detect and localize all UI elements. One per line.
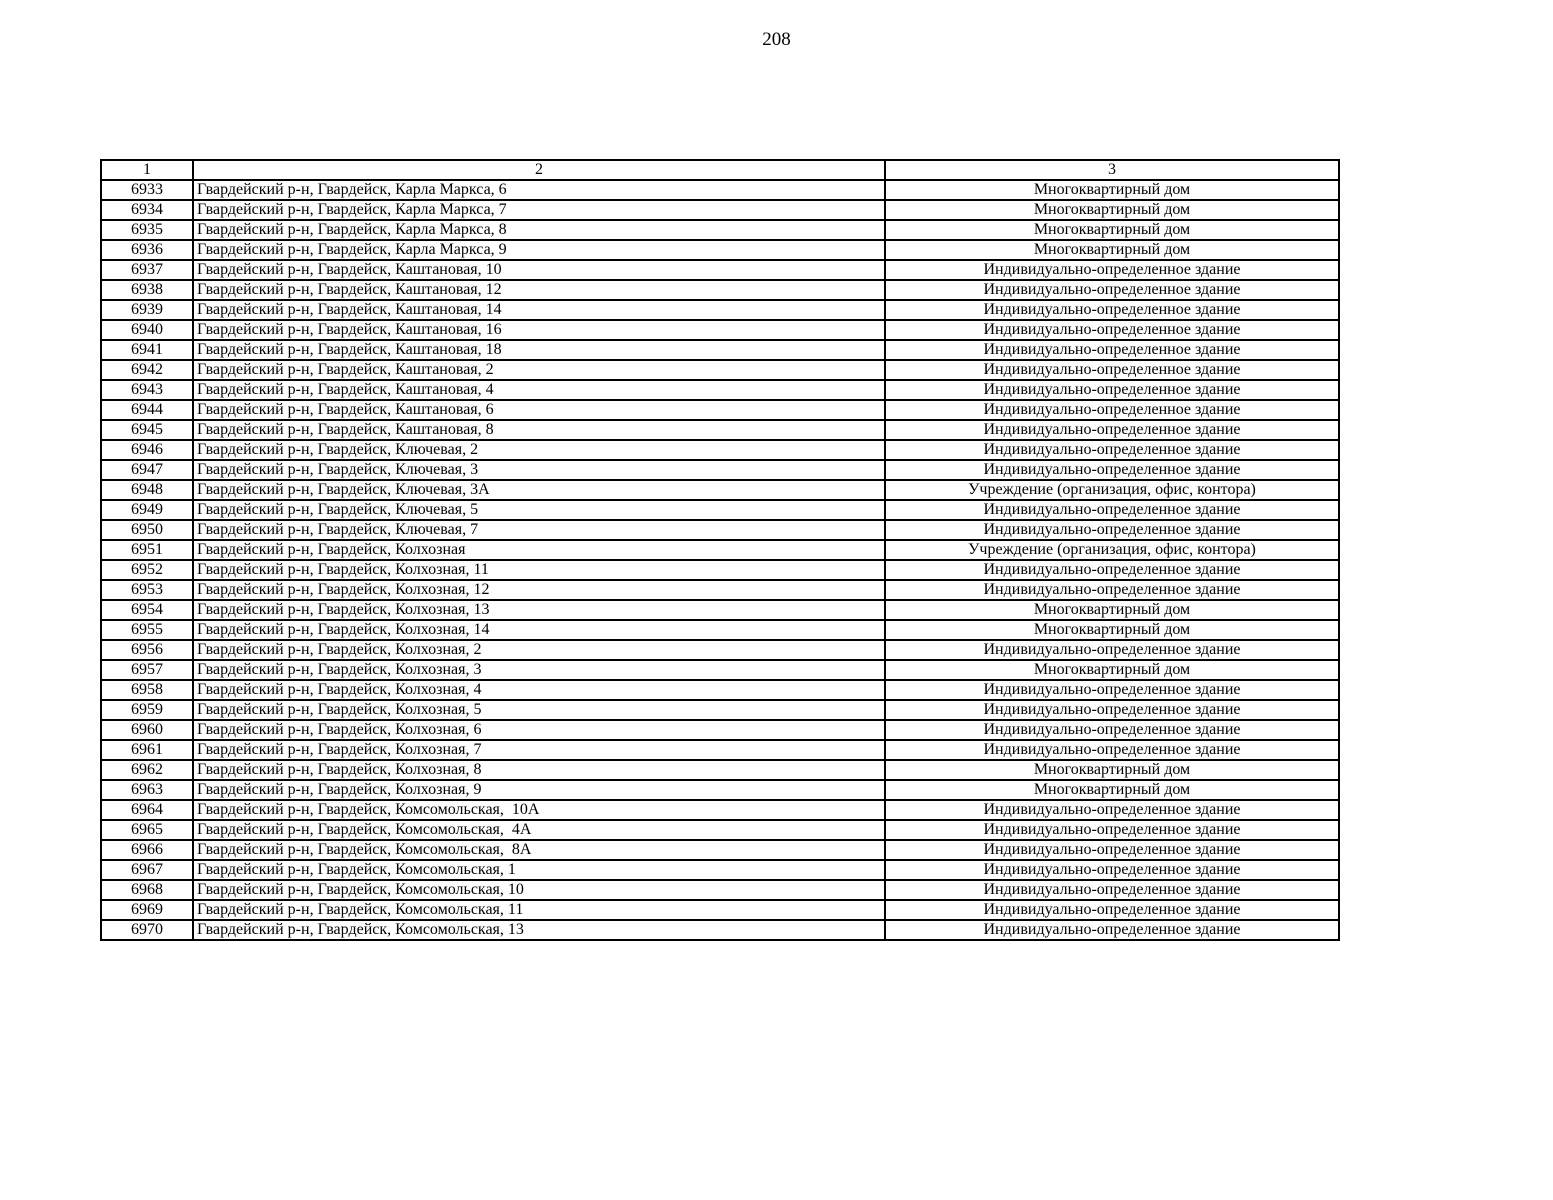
row-address-cell: Гвардейский р-н, Гвардейск, Колхозная, 5	[193, 700, 885, 720]
row-address-cell: Гвардейский р-н, Гвардейск, Колхозная, 6	[193, 720, 885, 740]
row-building-type-cell: Индивидуально-определенное здание	[885, 260, 1339, 280]
row-building-type-cell: Многоквартирный дом	[885, 220, 1339, 240]
table-row	[101, 200, 1339, 220]
row-number-cell: 6942	[101, 360, 193, 380]
row-number-cell: 6970	[101, 920, 193, 940]
table-row	[101, 780, 1339, 800]
table-row	[101, 180, 1339, 200]
page-number: 208	[762, 29, 791, 50]
row-number-cell: 6966	[101, 840, 193, 860]
row-address-cell: Гвардейский р-н, Гвардейск, Колхозная, 8	[193, 760, 885, 780]
table-row	[101, 720, 1339, 740]
row-address-cell: Гвардейский р-н, Гвардейск, Комсомольская, 11	[193, 900, 885, 920]
row-address-cell: Гвардейский р-н, Гвардейск, Карла Маркса, 8	[193, 220, 885, 240]
column-header-type: 3	[885, 160, 1339, 180]
table-row	[101, 840, 1339, 860]
row-building-type-cell: Индивидуально-определенное здание	[885, 840, 1339, 860]
row-building-type-cell: Многоквартирный дом	[885, 780, 1339, 800]
row-number-cell: 6962	[101, 760, 193, 780]
table-row	[101, 600, 1339, 620]
row-building-type-cell: Индивидуально-определенное здание	[885, 380, 1339, 400]
table-row	[101, 760, 1339, 780]
row-number-cell: 6956	[101, 640, 193, 660]
row-address-cell: Гвардейский р-н, Гвардейск, Ключевая, 3А	[193, 480, 885, 500]
row-number-cell: 6933	[101, 180, 193, 200]
row-building-type-cell: Индивидуально-определенное здание	[885, 900, 1339, 920]
row-number-cell: 6954	[101, 600, 193, 620]
row-number-cell: 6935	[101, 220, 193, 240]
row-address-cell: Гвардейский р-н, Гвардейск, Колхозная, 12	[193, 580, 885, 600]
row-number-cell: 6968	[101, 880, 193, 900]
row-number-cell: 6937	[101, 260, 193, 280]
row-address-cell: Гвардейский р-н, Гвардейск, Колхозная, 11	[193, 560, 885, 580]
row-address-cell: Гвардейский р-н, Гвардейск, Каштановая, 14	[193, 300, 885, 320]
row-building-type-cell: Индивидуально-определенное здание	[885, 880, 1339, 900]
row-number-cell: 6959	[101, 700, 193, 720]
row-number-cell: 6953	[101, 580, 193, 600]
row-building-type-cell: Многоквартирный дом	[885, 660, 1339, 680]
row-address-cell: Гвардейский р-н, Гвардейск, Комсомольская, 13	[193, 920, 885, 940]
row-number-cell: 6946	[101, 440, 193, 460]
row-number-cell: 6943	[101, 380, 193, 400]
row-number-cell: 6941	[101, 340, 193, 360]
row-building-type-cell: Многоквартирный дом	[885, 200, 1339, 220]
row-address-cell: Гвардейский р-н, Гвардейск, Ключевая, 3	[193, 460, 885, 480]
row-number-cell: 6964	[101, 800, 193, 820]
row-building-type-cell: Многоквартирный дом	[885, 240, 1339, 260]
row-address-cell: Гвардейский р-н, Гвардейск, Комсомольская, 10	[193, 880, 885, 900]
table-row	[101, 500, 1339, 520]
table-body	[101, 160, 1339, 940]
table-row	[101, 420, 1339, 440]
row-number-cell: 6938	[101, 280, 193, 300]
row-number-cell: 6958	[101, 680, 193, 700]
row-building-type-cell: Многоквартирный дом	[885, 760, 1339, 780]
row-building-type-cell: Индивидуально-определенное здание	[885, 580, 1339, 600]
row-building-type-cell: Индивидуально-определенное здание	[885, 700, 1339, 720]
row-building-type-cell: Индивидуально-определенное здание	[885, 280, 1339, 300]
row-building-type-cell: Индивидуально-определенное здание	[885, 520, 1339, 540]
row-building-type-cell: Учреждение (организация, офис, контора)	[885, 540, 1339, 560]
row-address-cell: Гвардейский р-н, Гвардейск, Комсомольская, 4А	[193, 820, 885, 840]
row-building-type-cell: Индивидуально-определенное здание	[885, 800, 1339, 820]
row-address-cell: Гвардейский р-н, Гвардейск, Ключевая, 7	[193, 520, 885, 540]
table-row	[101, 740, 1339, 760]
row-address-cell: Гвардейский р-н, Гвардейск, Ключевая, 2	[193, 440, 885, 460]
table-row	[101, 240, 1339, 260]
row-number-cell: 6936	[101, 240, 193, 260]
table-row	[101, 860, 1339, 880]
table-row	[101, 220, 1339, 240]
table-row	[101, 320, 1339, 340]
table-row	[101, 640, 1339, 660]
row-number-cell: 6948	[101, 480, 193, 500]
row-building-type-cell: Индивидуально-определенное здание	[885, 720, 1339, 740]
row-building-type-cell: Индивидуально-определенное здание	[885, 560, 1339, 580]
row-building-type-cell: Индивидуально-определенное здание	[885, 440, 1339, 460]
table-row	[101, 300, 1339, 320]
row-address-cell: Гвардейский р-н, Гвардейск, Колхозная, 2	[193, 640, 885, 660]
row-number-cell: 6963	[101, 780, 193, 800]
row-address-cell: Гвардейский р-н, Гвардейск, Колхозная, 14	[193, 620, 885, 640]
table-row	[101, 280, 1339, 300]
row-building-type-cell: Индивидуально-определенное здание	[885, 820, 1339, 840]
table-row	[101, 800, 1339, 820]
row-building-type-cell: Учреждение (организация, офис, контора)	[885, 480, 1339, 500]
row-number-cell: 6947	[101, 460, 193, 480]
table-row	[101, 700, 1339, 720]
row-address-cell: Гвардейский р-н, Гвардейск, Карла Маркса, 7	[193, 200, 885, 220]
row-building-type-cell: Индивидуально-определенное здание	[885, 360, 1339, 380]
row-number-cell: 6957	[101, 660, 193, 680]
row-building-type-cell: Индивидуально-определенное здание	[885, 340, 1339, 360]
row-number-cell: 6945	[101, 420, 193, 440]
table-row	[101, 880, 1339, 900]
row-building-type-cell: Индивидуально-определенное здание	[885, 920, 1339, 940]
row-number-cell: 6949	[101, 500, 193, 520]
row-building-type-cell: Индивидуально-определенное здание	[885, 400, 1339, 420]
buildings-table	[100, 159, 1340, 941]
table-row	[101, 360, 1339, 380]
table-row	[101, 400, 1339, 420]
row-building-type-cell: Многоквартирный дом	[885, 600, 1339, 620]
row-address-cell: Гвардейский р-н, Гвардейск, Каштановая, 2	[193, 360, 885, 380]
row-number-cell: 6944	[101, 400, 193, 420]
row-address-cell: Гвардейский р-н, Гвардейск, Колхозная, 3	[193, 660, 885, 680]
row-address-cell: Гвардейский р-н, Гвардейск, Колхозная, 4	[193, 680, 885, 700]
row-number-cell: 6939	[101, 300, 193, 320]
row-building-type-cell: Индивидуально-определенное здание	[885, 640, 1339, 660]
row-address-cell: Гвардейский р-н, Гвардейск, Каштановая, 16	[193, 320, 885, 340]
row-building-type-cell: Многоквартирный дом	[885, 180, 1339, 200]
row-building-type-cell: Индивидуально-определенное здание	[885, 860, 1339, 880]
table-row	[101, 660, 1339, 680]
table-row	[101, 540, 1339, 560]
row-number-cell: 6969	[101, 900, 193, 920]
row-number-cell: 6965	[101, 820, 193, 840]
row-address-cell: Гвардейский р-н, Гвардейск, Каштановая, 12	[193, 280, 885, 300]
row-number-cell: 6960	[101, 720, 193, 740]
table-row	[101, 820, 1339, 840]
row-building-type-cell: Многоквартирный дом	[885, 620, 1339, 640]
row-number-cell: 6955	[101, 620, 193, 640]
row-building-type-cell: Индивидуально-определенное здание	[885, 300, 1339, 320]
row-building-type-cell: Индивидуально-определенное здание	[885, 420, 1339, 440]
row-building-type-cell: Индивидуально-определенное здание	[885, 500, 1339, 520]
table-row	[101, 460, 1339, 480]
row-number-cell: 6951	[101, 540, 193, 560]
row-number-cell: 6950	[101, 520, 193, 540]
row-address-cell: Гвардейский р-н, Гвардейск, Колхозная, 13	[193, 600, 885, 620]
row-address-cell: Гвардейский р-н, Гвардейск, Каштановая, 4	[193, 380, 885, 400]
row-address-cell: Гвардейский р-н, Гвардейск, Колхозная	[193, 540, 885, 560]
row-address-cell: Гвардейский р-н, Гвардейск, Каштановая, 18	[193, 340, 885, 360]
column-header-number: 1	[101, 160, 193, 180]
row-number-cell: 6967	[101, 860, 193, 880]
table-row	[101, 520, 1339, 540]
row-address-cell: Гвардейский р-н, Гвардейск, Комсомольская, 10А	[193, 800, 885, 820]
row-building-type-cell: Индивидуально-определенное здание	[885, 460, 1339, 480]
table-row	[101, 560, 1339, 580]
table-row	[101, 620, 1339, 640]
table-row	[101, 900, 1339, 920]
table-row	[101, 260, 1339, 280]
row-address-cell: Гвардейский р-н, Гвардейск, Колхозная, 9	[193, 780, 885, 800]
table-row	[101, 580, 1339, 600]
row-address-cell: Гвардейский р-н, Гвардейск, Каштановая, 8	[193, 420, 885, 440]
row-address-cell: Гвардейский р-н, Гвардейск, Карла Маркса, 6	[193, 180, 885, 200]
row-address-cell: Гвардейский р-н, Гвардейск, Ключевая, 5	[193, 500, 885, 520]
row-number-cell: 6952	[101, 560, 193, 580]
table-row	[101, 920, 1339, 940]
row-address-cell: Гвардейский р-н, Гвардейск, Каштановая, 10	[193, 260, 885, 280]
row-address-cell: Гвардейский р-н, Гвардейск, Комсомольская, 1	[193, 860, 885, 880]
row-address-cell: Гвардейский р-н, Гвардейск, Каштановая, 6	[193, 400, 885, 420]
table-row	[101, 380, 1339, 400]
row-address-cell: Гвардейский р-н, Гвардейск, Карла Маркса, 9	[193, 240, 885, 260]
row-building-type-cell: Индивидуально-определенное здание	[885, 740, 1339, 760]
row-number-cell: 6961	[101, 740, 193, 760]
table-row	[101, 340, 1339, 360]
row-number-cell: 6940	[101, 320, 193, 340]
table-row	[101, 680, 1339, 700]
row-building-type-cell: Индивидуально-определенное здание	[885, 680, 1339, 700]
row-number-cell: 6934	[101, 200, 193, 220]
row-address-cell: Гвардейский р-н, Гвардейск, Комсомольская, 8А	[193, 840, 885, 860]
row-building-type-cell: Индивидуально-определенное здание	[885, 320, 1339, 340]
row-address-cell: Гвардейский р-н, Гвардейск, Колхозная, 7	[193, 740, 885, 760]
table-row	[101, 440, 1339, 460]
column-header-address: 2	[193, 160, 885, 180]
table-row	[101, 480, 1339, 500]
table-header-row	[101, 160, 1339, 180]
